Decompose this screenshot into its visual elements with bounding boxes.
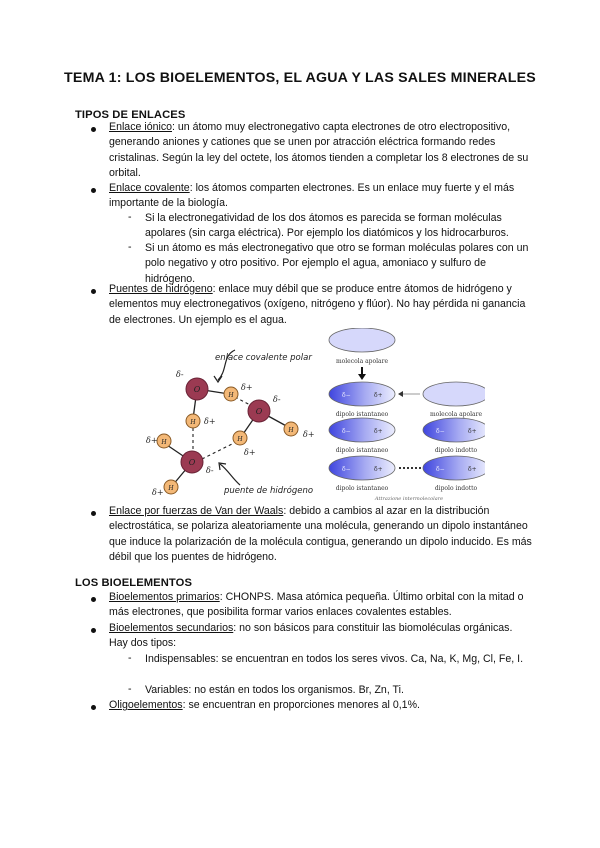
dash-marker: - <box>128 652 132 664</box>
term-bioelementos-primarios: Bioelementos primarios <box>109 591 220 603</box>
svg-text:δ+: δ+ <box>241 383 253 392</box>
svg-text:molecola apolare: molecola apolare <box>335 358 389 365</box>
svg-text:dipolo istantaneo: dipolo istantaneo <box>335 447 389 454</box>
svg-text:dipolo istantaneo: dipolo istantaneo <box>335 411 389 418</box>
bullet-icon <box>91 511 96 516</box>
water-hydrogen-bond-diagram <box>140 330 320 500</box>
definition-text: : CHONPS. Masa atómica pequeña. Último orbital con la mitad o más electrones, que posibilita formar varios enlaces covalentes estables. <box>109 591 524 619</box>
term-puentes-de-hidrogeno: Puentes de hidrógeno <box>109 283 213 295</box>
svg-text:δ+: δ+ <box>468 466 477 473</box>
term-enlace-covalente: Enlace covalente <box>109 182 190 194</box>
svg-text:δ-: δ- <box>206 466 214 475</box>
sublist-item-variables: Variables: no están en todos los organismos. Br, Zn, Ti. <box>145 684 404 696</box>
list-item-enlace-covalente <box>109 181 534 212</box>
svg-text:δ-: δ- <box>273 395 281 404</box>
term-oligoelementos: Oligoelementos <box>109 699 183 711</box>
term-enlace-ionico: Enlace iónico <box>109 121 173 133</box>
definition-text: : no son básicos para constituir las biomoléculas orgánicas. Hay dos tipos: <box>109 622 513 650</box>
svg-text:H: H <box>190 419 196 426</box>
svg-text:δ+: δ+ <box>152 488 164 497</box>
svg-text:δ−: δ− <box>342 466 351 473</box>
list-item-puentes-de-hidrogeno <box>109 282 539 328</box>
svg-text:δ−: δ− <box>436 428 445 435</box>
svg-text:δ+: δ+ <box>468 428 477 435</box>
definition-text: : enlace muy débil que se produce entre átomos de hidrógeno y elementos muy electronegativos (oxígeno, nitrógeno y flúor). No hay pérdida ni ganancia de electrones. Un ejemplo es el agua. <box>109 283 526 326</box>
svg-text:δ+: δ+ <box>204 417 216 426</box>
svg-text:δ−: δ− <box>436 466 445 473</box>
definition-text: : los átomos comparten electrones. Es un enlace muy fuerte y el más importante de la biología. <box>109 182 515 210</box>
svg-text:Attrazione intermolecolare: Attrazione intermolecolare <box>374 496 444 502</box>
svg-text:H: H <box>288 427 294 434</box>
svg-text:dipolo indotto: dipolo indotto <box>434 447 478 454</box>
dash-marker: - <box>128 683 132 695</box>
svg-text:δ+: δ+ <box>244 448 256 457</box>
page-title: TEMA 1: LOS BIOELEMENTOS, EL AGUA Y LAS SALES MINERALES <box>64 70 536 86</box>
list-item-oligoelementos <box>109 698 539 713</box>
label-enlace-covalente-polar: enlace covalente polar <box>215 353 312 363</box>
oxygen-atom-label: O <box>193 385 201 394</box>
bullet-icon <box>91 705 96 710</box>
svg-text:H: H <box>228 392 234 399</box>
svg-text:δ+: δ+ <box>374 392 383 399</box>
sublist-item-indispensables: Indispensables: se encuentran en todos los seres vivos. Ca, Na, K, Mg, Cl, Fe, I. <box>145 653 524 665</box>
svg-text:molecola apolare: molecola apolare <box>429 411 483 418</box>
svg-text:O: O <box>188 458 196 467</box>
list-item-enlace-ionico <box>109 120 534 181</box>
label-puente-de-hidrogeno: puente de hidrógeno <box>224 486 314 496</box>
svg-text:H: H <box>161 439 167 446</box>
section-heading-tipos-de-enlaces: TIPOS DE ENLACES <box>75 109 186 121</box>
dash-marker: - <box>128 241 132 253</box>
svg-text:δ+: δ+ <box>374 466 383 473</box>
svg-text:δ+: δ+ <box>374 428 383 435</box>
svg-text:H: H <box>168 485 174 492</box>
sublist-item-apolares: Si la electronegatividad de los dos átomos es parecida se forman moléculas apolares (sin carga eléctrica). Por ejemplo los diatómicos y los hidrocarburos. <box>145 212 509 240</box>
definition-text: : debido a cambios al azar en la distribución electrostática, se polariza aleatoriamente una molécula, generando un dipolo instantáneo que induce la polarización de la molécula contigua, generando un dipolo inducido. Es más débil que los puentes de hidrógeno. <box>109 505 532 563</box>
dash-marker: - <box>128 211 132 223</box>
bullet-icon <box>91 597 96 602</box>
bullet-icon <box>91 127 96 132</box>
list-item-bioelementos-primarios <box>109 590 539 621</box>
svg-text:δ+: δ+ <box>303 430 315 439</box>
svg-text:δ−: δ− <box>342 428 351 435</box>
svg-text:δ+: δ+ <box>146 436 158 445</box>
term-bioelementos-secundarios: Bioelementos secundarios <box>109 622 234 634</box>
term-van-der-waals: Enlace por fuerzas de Van der Waals <box>109 505 284 517</box>
list-item-van-der-waals <box>109 504 539 565</box>
van-der-waals-diagram <box>315 328 485 503</box>
section-heading-los-bioelementos: LOS BIOELEMENTOS <box>75 577 193 589</box>
svg-text:dipolo indotto: dipolo indotto <box>434 485 478 492</box>
svg-text:O: O <box>255 407 263 416</box>
svg-text:δ−: δ− <box>342 392 351 399</box>
bullet-icon <box>91 188 96 193</box>
svg-text:H: H <box>237 436 243 443</box>
definition-text: : se encuentran en proporciones menores al 0,1%. <box>182 699 420 711</box>
svg-text:dipolo istantaneo: dipolo istantaneo <box>335 485 389 492</box>
svg-text:δ-: δ- <box>176 370 184 379</box>
definition-text: : un átomo muy electronegativo capta electrones de otro electropositivo, generando aniones y cationes que se unen por atracción eléctrica formando redes cristalinas. Según la ley del octete, los átomos tienden a completar los 8 electrones de su orbital. <box>109 121 529 179</box>
sublist-item-polares: Si un átomo es más electronegativo que otro se forman moléculas polares con un polo negativo y otro positivo. Por ejemplo el agua, amoniaco y sulfuro de hidrógeno. <box>145 242 529 285</box>
bullet-icon <box>91 289 96 294</box>
bullet-icon <box>91 628 96 633</box>
list-item-bioelementos-secundarios <box>109 621 529 652</box>
